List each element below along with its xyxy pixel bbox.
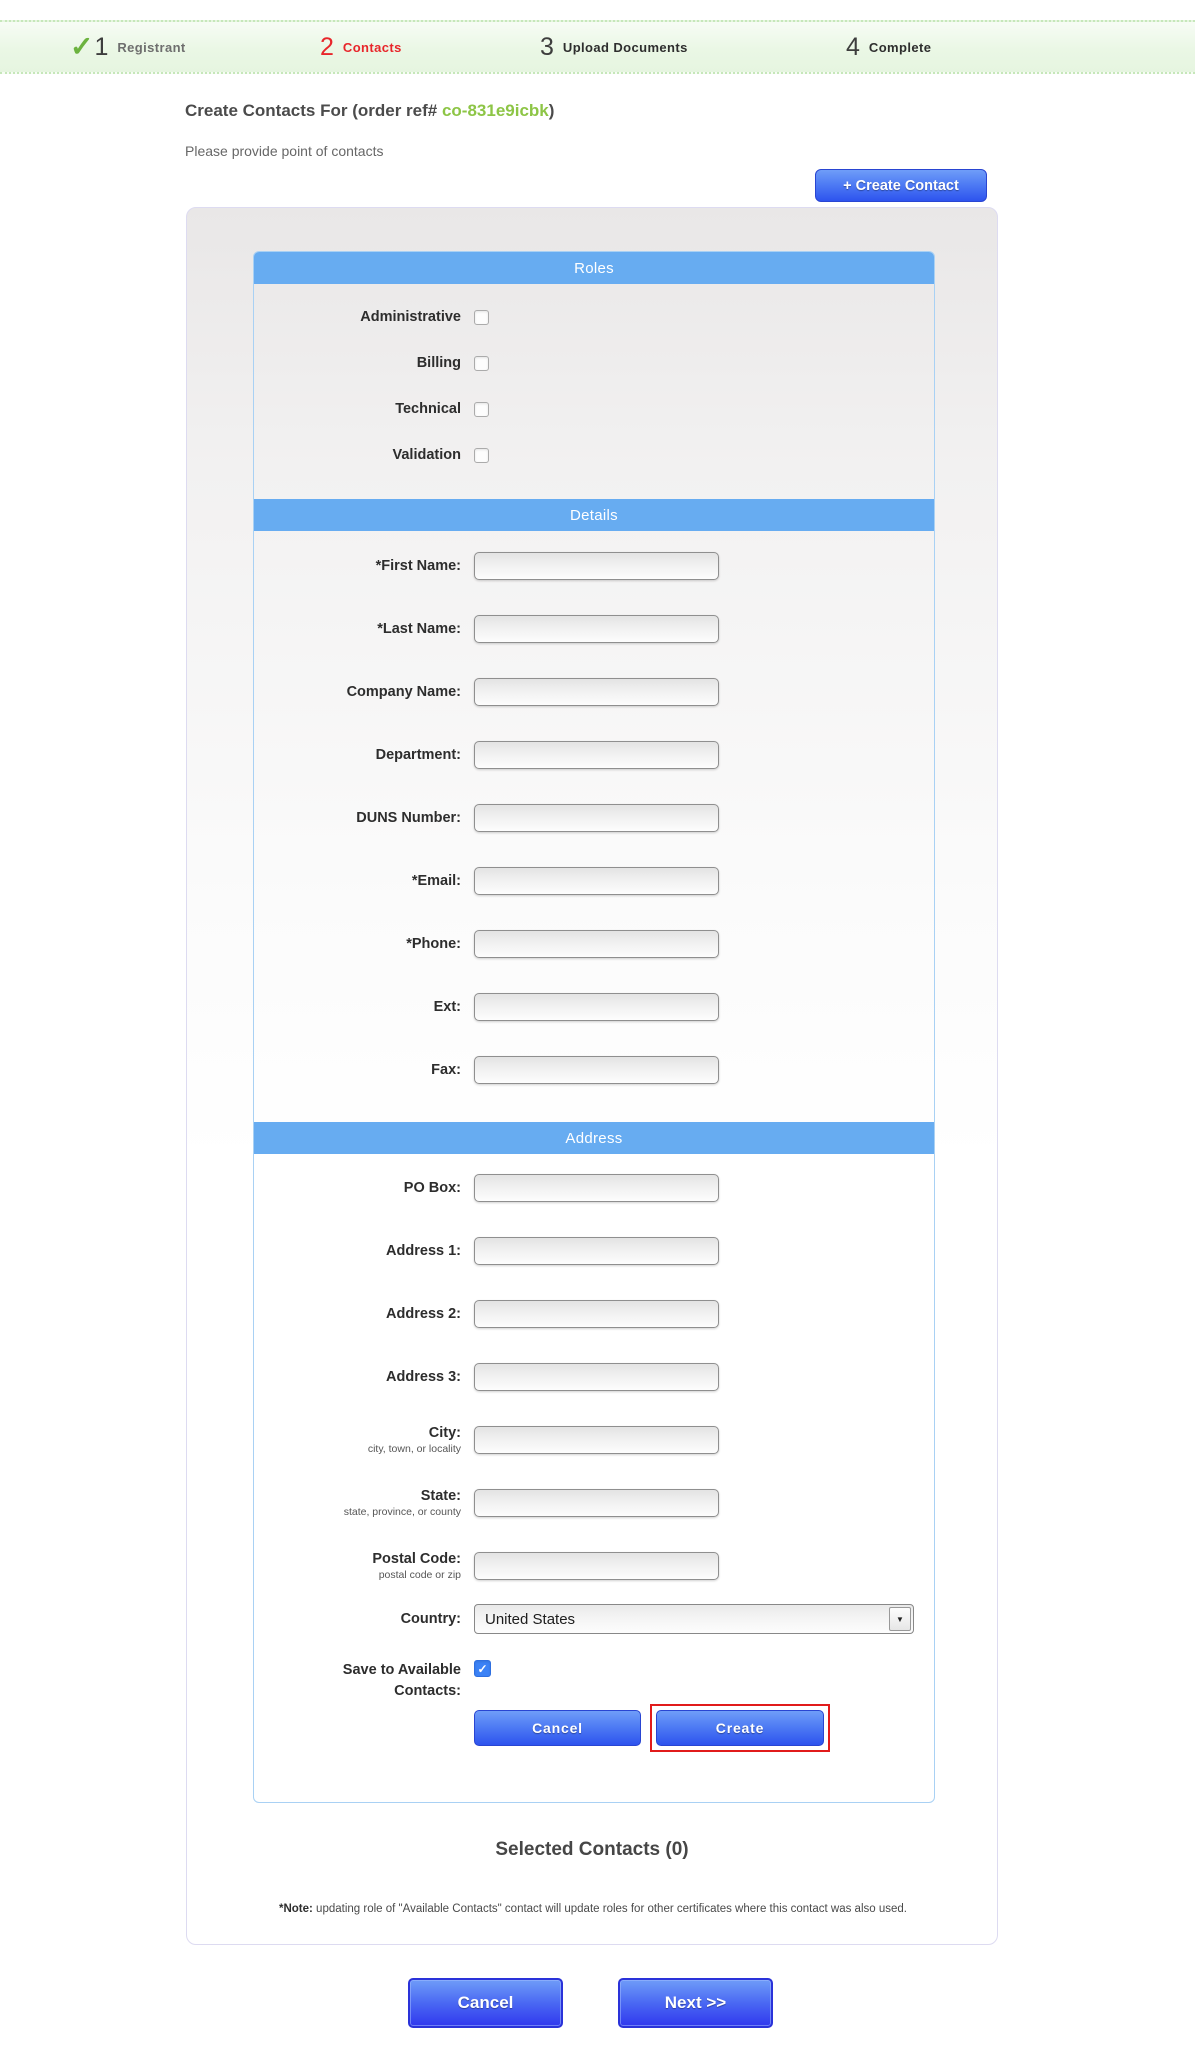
country-selected-value: United States [485, 1610, 576, 1628]
ext-input[interactable] [474, 993, 719, 1021]
form-cancel-button[interactable]: Cancel [474, 1710, 641, 1746]
field-label: PO Box: [403, 1179, 461, 1196]
new-contact-form [253, 251, 935, 1803]
step-label: Registrant [117, 39, 186, 55]
field-label: *Email: [411, 872, 461, 889]
field-row [254, 534, 934, 597]
step-number: 3 [540, 32, 554, 61]
field-row [254, 912, 934, 975]
step-number: 4 [846, 32, 860, 61]
footer-next-button[interactable]: Next >> [618, 1978, 773, 2028]
role-checkbox-validation[interactable] [474, 448, 489, 463]
field-row [254, 849, 934, 912]
email-input[interactable] [474, 867, 719, 895]
note-text [213, 1901, 973, 1919]
postal-code-input[interactable] [474, 1552, 719, 1580]
title-text: ) [548, 101, 555, 120]
role-checkbox-billing[interactable] [474, 356, 489, 371]
field-row [254, 786, 934, 849]
role-checkbox-administrative[interactable] [474, 310, 489, 325]
phone-input[interactable] [474, 930, 719, 958]
step-label: Upload Documents [562, 39, 688, 55]
company-name-input[interactable] [474, 678, 719, 706]
field-row [254, 1471, 934, 1534]
footer-cancel-button[interactable]: Cancel [408, 1978, 563, 2028]
field-row [254, 660, 934, 723]
field-label: Address 3: [386, 1368, 461, 1385]
dropdown-arrow-icon: ▼ [889, 1607, 911, 1631]
address-section [254, 1154, 934, 1752]
form-buttons [254, 1704, 934, 1752]
field-row [254, 597, 934, 660]
country-select[interactable] [474, 1604, 914, 1634]
fax-input[interactable] [474, 1056, 719, 1084]
note-bold: *Note: [278, 1903, 313, 1915]
step-label: Contacts [342, 39, 402, 55]
field-label: Country: [400, 1611, 461, 1627]
role-label: Administrative [360, 309, 461, 325]
field-hint: state, province, or county [343, 1505, 461, 1518]
contacts-panel [186, 207, 998, 1945]
field-row [254, 975, 934, 1038]
role-checkbox-technical[interactable] [474, 402, 489, 417]
field-row [254, 1345, 934, 1408]
step-contacts[interactable] [320, 22, 402, 72]
order-ref: co-831e9icbk [441, 101, 549, 120]
state-input[interactable] [474, 1489, 719, 1517]
city-input[interactable] [474, 1426, 719, 1454]
field-label: DUNS Number: [356, 809, 461, 826]
field-row [254, 723, 934, 786]
field-label: Postal Code: [372, 1550, 461, 1567]
field-row [254, 1156, 934, 1219]
check-icon: ✓ [70, 31, 94, 62]
field-hint: postal code or zip [378, 1568, 461, 1581]
step-label: Complete [868, 39, 932, 55]
role-label: Validation [392, 447, 461, 463]
step-upload-documents[interactable] [540, 22, 688, 72]
field-label: Fax: [431, 1061, 461, 1078]
field-hint: city, town, or locality [367, 1442, 461, 1455]
field-row [254, 1408, 934, 1471]
field-label: State: [420, 1487, 461, 1504]
role-row [254, 386, 934, 432]
field-label: Department: [375, 746, 461, 763]
page-subtitle: Please provide point of contacts [185, 143, 384, 159]
address-section-header: Address [254, 1122, 934, 1154]
country-row [254, 1597, 934, 1641]
field-label: *Phone: [406, 935, 461, 952]
roles-section [254, 284, 934, 499]
step-registrant[interactable] [70, 22, 186, 72]
details-section-header: Details [254, 499, 934, 531]
step-number: 2 [320, 32, 334, 61]
details-section [254, 531, 934, 1122]
save-label-line1: Save to Available [342, 1662, 461, 1678]
field-label: Ext: [433, 998, 461, 1015]
department-input[interactable] [474, 741, 719, 769]
address-3-input[interactable] [474, 1363, 719, 1391]
save-label-line2: Contacts: [394, 1683, 461, 1700]
create-contact-button[interactable]: + Create Contact [815, 169, 987, 202]
field-label: Address 1: [386, 1242, 461, 1259]
step-complete[interactable] [846, 22, 931, 72]
first-name-input[interactable] [474, 552, 719, 580]
role-row [254, 432, 934, 478]
field-row [254, 1534, 934, 1597]
note-body: updating role of "Available Contacts" contact will update roles for other certificates where this contact was also used. [312, 1903, 907, 1915]
po-box-input[interactable] [474, 1174, 719, 1202]
wizard-stepper [0, 20, 1195, 74]
field-row [254, 1038, 934, 1101]
last-name-input[interactable] [474, 615, 719, 643]
address-1-input[interactable] [474, 1237, 719, 1265]
field-row [254, 1282, 934, 1345]
roles-section-header: Roles [254, 252, 934, 284]
field-label: City: [428, 1424, 461, 1441]
page-title [185, 101, 554, 121]
step-number: 1 [94, 32, 109, 61]
role-row [254, 340, 934, 386]
save-to-available-checkbox[interactable]: ✓ [474, 1660, 491, 1677]
selected-contacts-heading: Selected Contacts (0) [495, 1839, 689, 1860]
field-label: *Last Name: [377, 620, 461, 637]
save-to-available-row [254, 1660, 934, 1704]
address-2-input[interactable] [474, 1300, 719, 1328]
role-row [254, 294, 934, 340]
field-row [254, 1219, 934, 1282]
field-label: Company Name: [346, 683, 461, 700]
title-text: Create Contacts For (order ref# [185, 101, 442, 120]
role-label: Technical [395, 401, 461, 417]
field-label: Address 2: [386, 1305, 461, 1322]
form-create-button[interactable]: Create [656, 1710, 824, 1746]
create-button-highlight [650, 1704, 830, 1752]
duns-number-input[interactable] [474, 804, 719, 832]
role-label: Billing [416, 355, 461, 371]
field-label: *First Name: [375, 557, 461, 574]
